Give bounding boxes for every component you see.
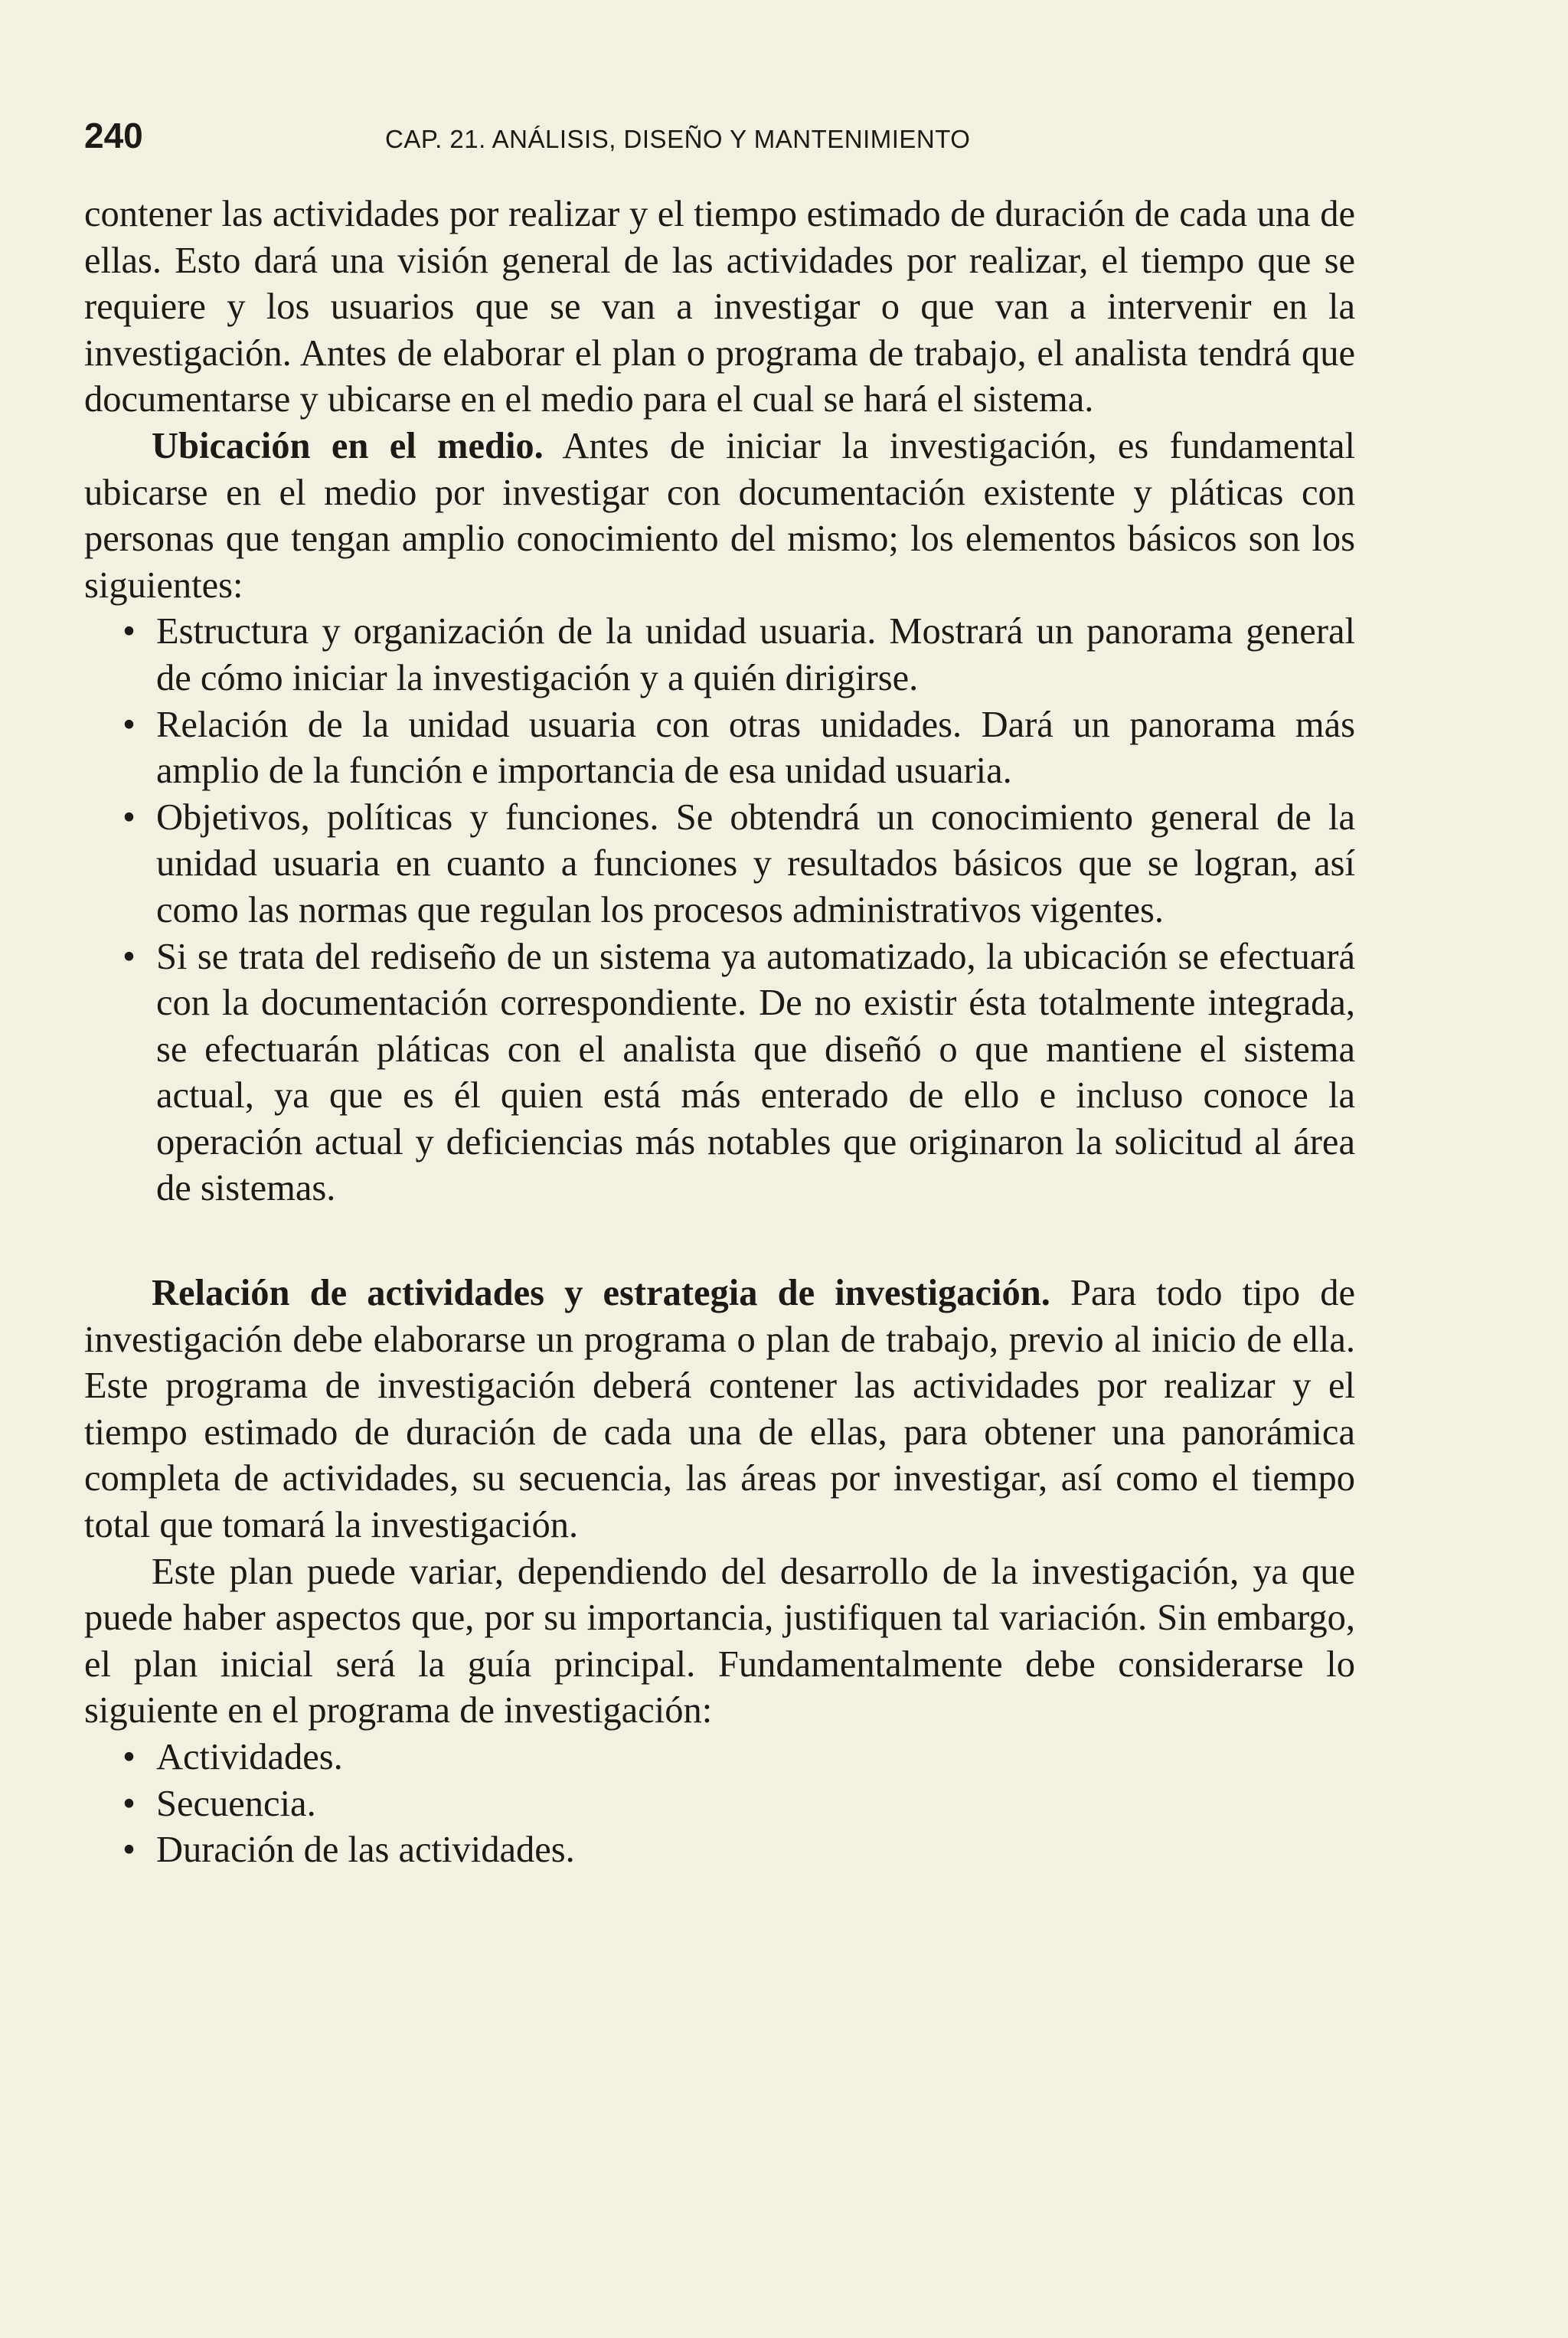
list-item-text: Secuencia.	[156, 1783, 316, 1824]
bullet-icon: •	[122, 1737, 136, 1777]
page-header	[84, 115, 1355, 191]
page-number: 240	[84, 116, 143, 155]
running-head: CAP. 21. ANÁLISIS, DISEÑO Y MANTENIMIENTO	[385, 125, 971, 153]
list-item	[122, 609, 1355, 701]
bullet-icon: •	[122, 1783, 136, 1824]
paragraph-ubicacion	[84, 423, 1355, 609]
bullet-icon: •	[122, 704, 136, 745]
paragraph-continuation: contener las actividades por realizar y el tiempo estimado de duración de cada una de ellas. Esto dará una visión general de las actividades por realizar, el tiempo que se requiere y los usuarios que se van a investigar o que van a intervenir en la investigación. Antes de elaborar el plan o programa de trabajo, el analista tendrá que documentarse y ubicarse en el medio para el cual se hará el sistema.	[84, 194, 1355, 420]
list-item	[122, 934, 1355, 1213]
bullet-list-programa	[84, 1735, 1355, 1874]
bullet-icon: •	[122, 936, 136, 977]
list-item-text: Relación de la unidad usuaria con otras unidades. Dará un panorama más amplio de la función e importancia de esa unidad usuaria.	[156, 704, 1355, 792]
list-item	[122, 795, 1355, 934]
bullet-icon: •	[122, 611, 136, 652]
text-relacion: Para todo tipo de investigación debe elaborarse un programa o plan de trabajo, previo al inicio de ella. Este programa de investigación deberá contener las actividades por realizar y el tiempo estimado de duración de cada una de ellas, para obtener una panorámica completa de actividades, su secuencia, las áreas por investigar, así como el tiempo total que tomará la investigación.	[84, 1273, 1355, 1546]
text-ubicacion: Antes de iniciar la investigación, es fundamental ubicarse en el medio por investigar con documentación existente y pláticas con personas que tengan amplio conocimiento del mismo; los elementos básicos son los siguientes:	[84, 425, 1355, 606]
heading-relacion: Relación de actividades y estrategia de investigación.	[152, 1273, 1050, 1314]
paragraph-plan: Este plan puede variar, dependiendo del desarrollo de la investigación, ya que puede haber aspectos que, por su importancia, justifiquen tal variación. Sin embargo, el plan inicial será la guía principal. Fundamentalmente debe considerarse lo siguiente en el programa de investigación:	[84, 1551, 1355, 1731]
list-item	[122, 702, 1355, 795]
list-item	[122, 1735, 1355, 1781]
list-item-text: Duración de las actividades.	[156, 1830, 575, 1871]
book-page	[84, 115, 1355, 1874]
heading-ubicacion: Ubicación en el medio.	[152, 425, 544, 466]
list-item-text: Estructura y organización de la unidad usuaria. Mostrará un panorama general de cómo iniciar la investigación y a quién dirigirse.	[156, 611, 1355, 698]
list-item	[122, 1827, 1355, 1874]
list-item-text: Actividades.	[156, 1737, 343, 1777]
list-item-text: Si se trata del rediseño de un sistema ya automatizado, la ubicación se efectuará con la documentación correspondiente. De no existir ésta totalmente integrada, se efectuarán pláticas con el analista que diseñó o que mantiene el sistema actual, ya que es él quien está más enterado de ello e incluso conoce la operación actual y deficiencias más notables que originaron la solicitud al área de sistemas.	[156, 936, 1355, 1209]
list-item-text: Objetivos, políticas y funciones. Se obtendrá un conocimiento general de la unidad usuaria en cuanto a funciones y resultados básicos que se logran, así como las normas que regulan los procesos administrativos vigentes.	[156, 796, 1355, 930]
paragraph-relacion	[84, 1270, 1355, 1549]
bullet-list-ubicacion	[84, 609, 1355, 1212]
list-item	[122, 1781, 1355, 1828]
bullet-icon: •	[122, 1830, 136, 1871]
bullet-icon: •	[122, 796, 136, 838]
body-text	[84, 191, 1355, 1874]
